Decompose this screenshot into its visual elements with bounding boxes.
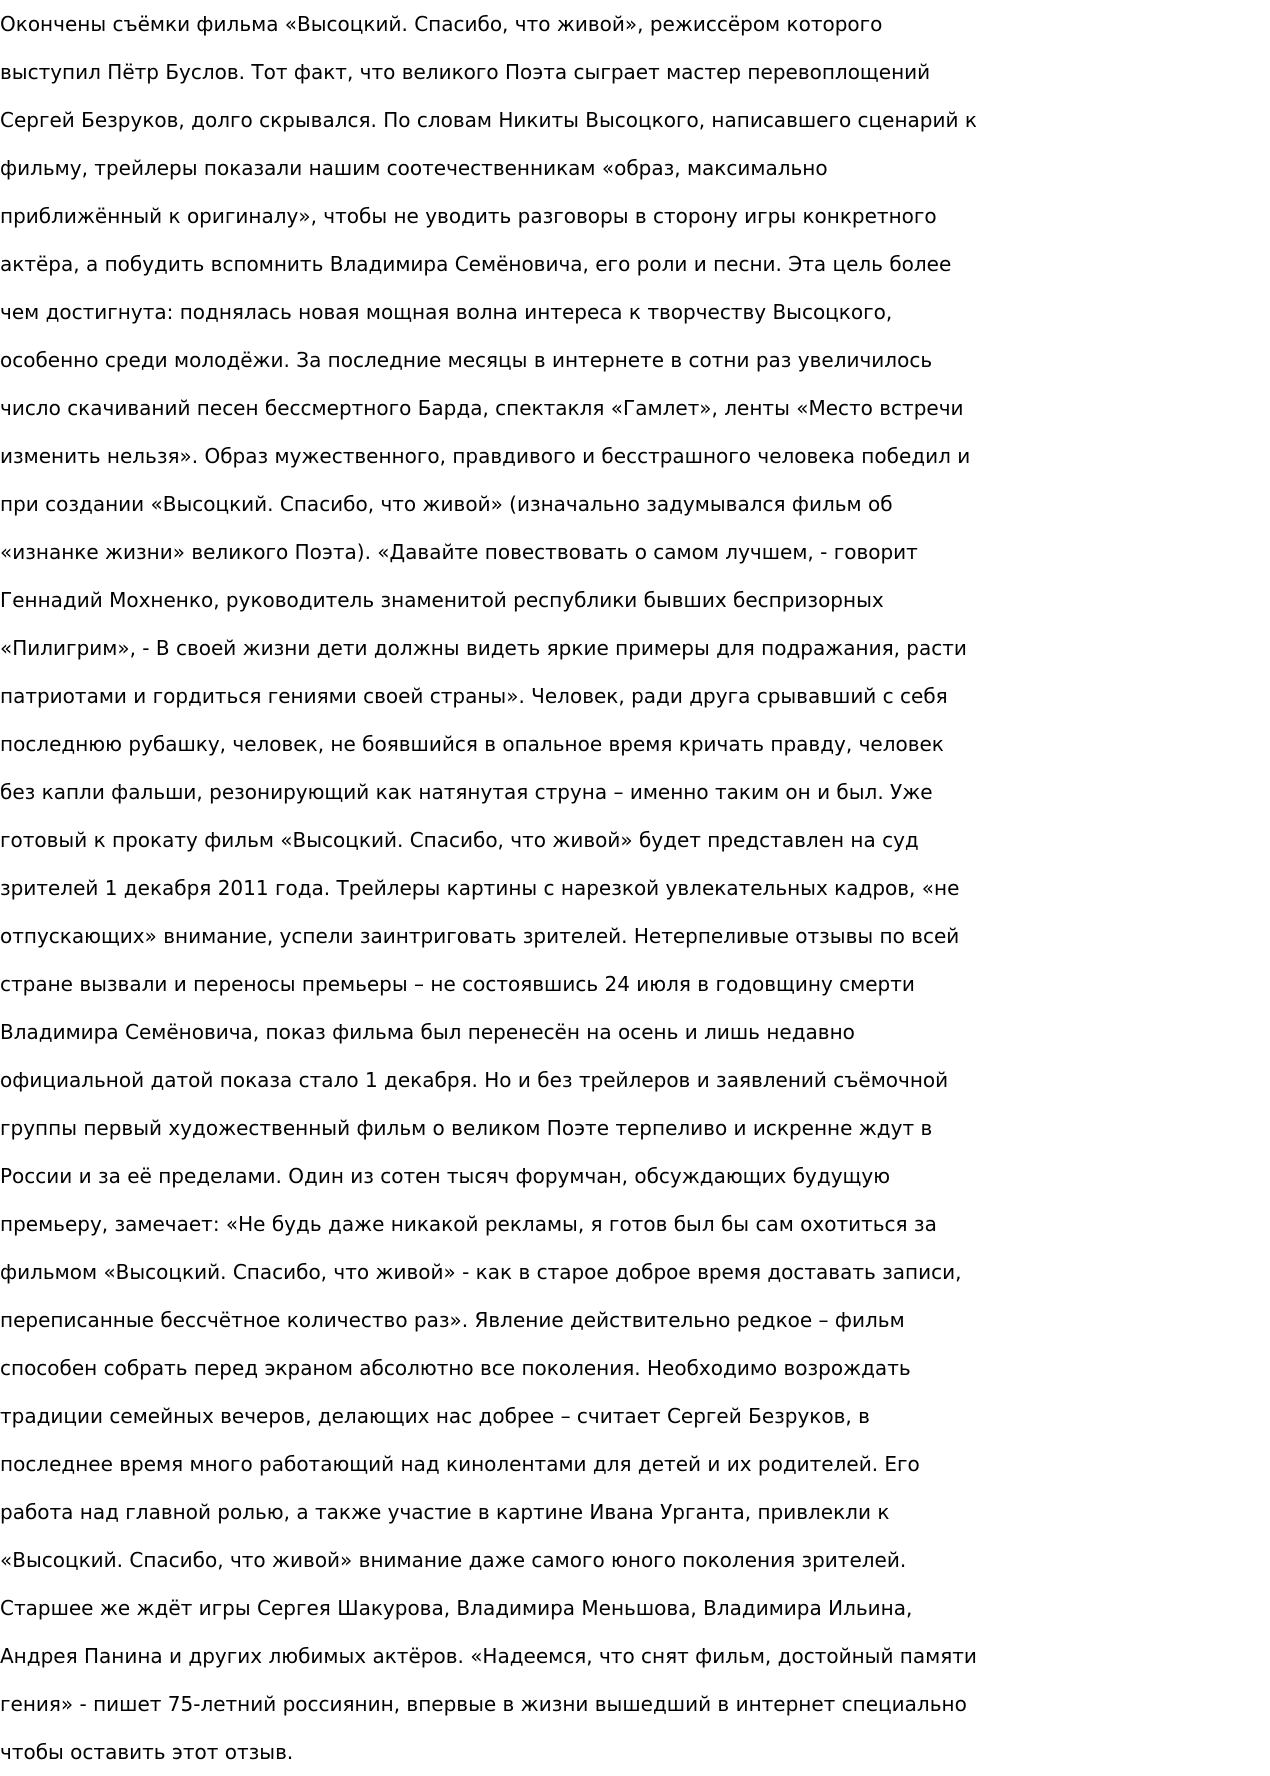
article-line: без капли фальши, резонирующий как натянутая струна – именно таким он и был. Уже bbox=[0, 780, 933, 804]
article-line: особенно среди молодёжи. За последние месяцы в интернете в сотни раз увеличилось bbox=[0, 348, 933, 372]
article-line: фильму, трейлеры показали нашим соотечественникам «образ, максимально bbox=[0, 156, 828, 180]
article-line: отпускающих» внимание, успели заинтриговать зрителей. Нетерпеливые отзывы по всей bbox=[0, 924, 960, 948]
article-line: фильмом «Высоцкий. Спасибо, что живой» - как в старое доброе время доставать записи, bbox=[0, 1260, 962, 1284]
article-line: чтобы оставить этот отзыв. bbox=[0, 1740, 294, 1764]
article-line: последнюю рубашку, человек, не боявшийся в опальное время кричать правду, человек bbox=[0, 732, 944, 756]
article-line: «изнанке жизни» великого Поэта). «Давайте повествовать о самом лучшем, - говорит bbox=[0, 540, 918, 564]
article-line: Андрея Панина и других любимых актёров. «Надеемся, что снят фильм, достойный памяти bbox=[0, 1644, 977, 1668]
article-line: Сергей Безруков, долго скрывался. По словам Никиты Высоцкого, написавшего сценарий к bbox=[0, 108, 977, 132]
article-line: последнее время много работающий над кинолентами для детей и их родителей. Его bbox=[0, 1452, 920, 1476]
article-line: число скачиваний песен бессмертного Барда, спектакля «Гамлет», ленты «Место встречи bbox=[0, 396, 964, 420]
article-line: зрителей 1 декабря 2011 года. Трейлеры картины с нарезкой увлекательных кадров, «не bbox=[0, 876, 960, 900]
article-line: при создании «Высоцкий. Спасибо, что живой» (изначально задумывался фильм об bbox=[0, 492, 893, 516]
article-line: группы первый художественный фильм о великом Поэте терпеливо и искренне ждут в bbox=[0, 1116, 933, 1140]
article-line: Владимира Семёновича, показ фильма был перенесён на осень и лишь недавно bbox=[0, 1020, 855, 1044]
article-line: «Высоцкий. Спасибо, что живой» внимание даже самого юного поколения зрителей. bbox=[0, 1548, 907, 1572]
article-line: «Пилигрим», - В своей жизни дети должны видеть яркие примеры для подражания, расти bbox=[0, 636, 967, 660]
article-line: традиции семейных вечеров, делающих нас добрее – считает Сергей Безруков, в bbox=[0, 1404, 870, 1428]
article-line: способен собрать перед экраном абсолютно все поколения. Необходимо возрождать bbox=[0, 1356, 911, 1380]
article-line: выступил Пётр Буслов. Тот факт, что великого Поэта сыграет мастер перевоплощений bbox=[0, 60, 931, 84]
article-line: патриотами и гордиться гениями своей страны». Человек, ради друга срывавший с себя bbox=[0, 684, 948, 708]
article-line: Геннадий Мохненко, руководитель знаменитой республики бывших беспризорных bbox=[0, 588, 884, 612]
article-line: Старшее же ждёт игры Сергея Шакурова, Владимира Меньшова, Владимира Ильина, bbox=[0, 1596, 913, 1620]
article-line: готовый к прокату фильм «Высоцкий. Спасибо, что живой» будет представлен на суд bbox=[0, 828, 919, 852]
article-line: актёра, а побудить вспомнить Владимира Семёновича, его роли и песни. Эта цель более bbox=[0, 252, 952, 276]
article-line: гения» - пишет 75-летний россиянин, впервые в жизни вышедший в интернет специально bbox=[0, 1692, 967, 1716]
article-line: стране вызвали и переносы премьеры – не состоявшись 24 июля в годовщину смерти bbox=[0, 972, 915, 996]
article-line: переписанные бессчётное количество раз». Явление действительно редкое – фильм bbox=[0, 1308, 905, 1332]
article-line: чем достигнута: поднялась новая мощная волна интереса к творчеству Высоцкого, bbox=[0, 300, 893, 324]
article-line: изменить нельзя». Образ мужественного, правдивого и бесстрашного человека победил и bbox=[0, 444, 971, 468]
article-line: Окончены съёмки фильма «Высоцкий. Спасибо, что живой», режиссёром которого bbox=[0, 12, 883, 36]
article-line: России и за её пределами. Один из сотен тысяч форумчан, обсуждающих будущую bbox=[0, 1164, 891, 1188]
article-line: премьеру, замечает: «Не будь даже никакой рекламы, я готов был бы сам охотиться за bbox=[0, 1212, 937, 1236]
article-line: приближённый к оригиналу», чтобы не уводить разговоры в сторону игры конкретного bbox=[0, 204, 937, 228]
article-line: официальной датой показа стало 1 декабря. Но и без трейлеров и заявлений съёмочной bbox=[0, 1068, 949, 1092]
article-line: работа над главной ролью, а также участие в картине Ивана Урганта, привлекли к bbox=[0, 1500, 890, 1524]
